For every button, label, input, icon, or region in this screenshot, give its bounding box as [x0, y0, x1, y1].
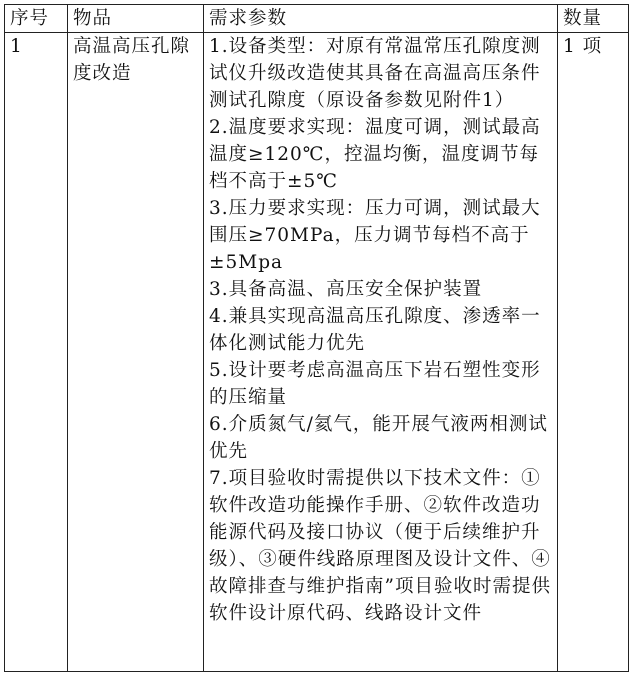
cell-requirements — [204, 33, 558, 672]
requirement-item: 4.兼具实现高温高压孔隙度、渗透率一体化测试能力优先 — [209, 306, 541, 354]
requirements-table — [4, 4, 629, 672]
requirement-item: 3.压力要求实现：压力可调，测试最大围压≥70MPa，压力调节每档不高于±5Mpa — [209, 198, 541, 273]
requirement-item: 7.项目验收时需提供以下技术文件：①软件改造功能操作手册、②软件改造功能源代码及接口协议（便于后续维护升级）、③硬件线路原理图及设计文件、④故障排查与维护指南”项目验收时需提供软件设计原代码、线路设计文件 — [209, 468, 551, 624]
header-item: 物品 — [68, 5, 204, 33]
header-row — [5, 5, 629, 33]
header-no: 序号 — [5, 5, 68, 33]
requirement-item: 6.介质氮气/氦气，能开展气液两相测试优先 — [209, 414, 548, 462]
requirement-item: 3.具备高温、高压安全保护装置 — [209, 279, 483, 300]
table-row — [5, 33, 629, 672]
requirement-item: 2.温度要求实现：温度可调，测试最高温度≥120℃，控温均衡，温度调节每档不高于±5℃ — [209, 117, 541, 192]
requirement-item: 5.设计要考虑高温高压下岩石塑性变形的压缩量 — [209, 360, 541, 408]
requirement-item: 1.设备类型：对原有常温常压孔隙度测试仪升级改造使其具备在高温高压条件测试孔隙度（原设备参数见附件1） — [209, 36, 541, 111]
header-quantity: 数量 — [558, 5, 629, 33]
cell-item: 高温高压孔隙度改造 — [68, 33, 204, 672]
cell-no: 1 — [5, 33, 68, 672]
cell-quantity: 1 项 — [558, 33, 629, 672]
header-requirements: 需求参数 — [204, 5, 558, 33]
